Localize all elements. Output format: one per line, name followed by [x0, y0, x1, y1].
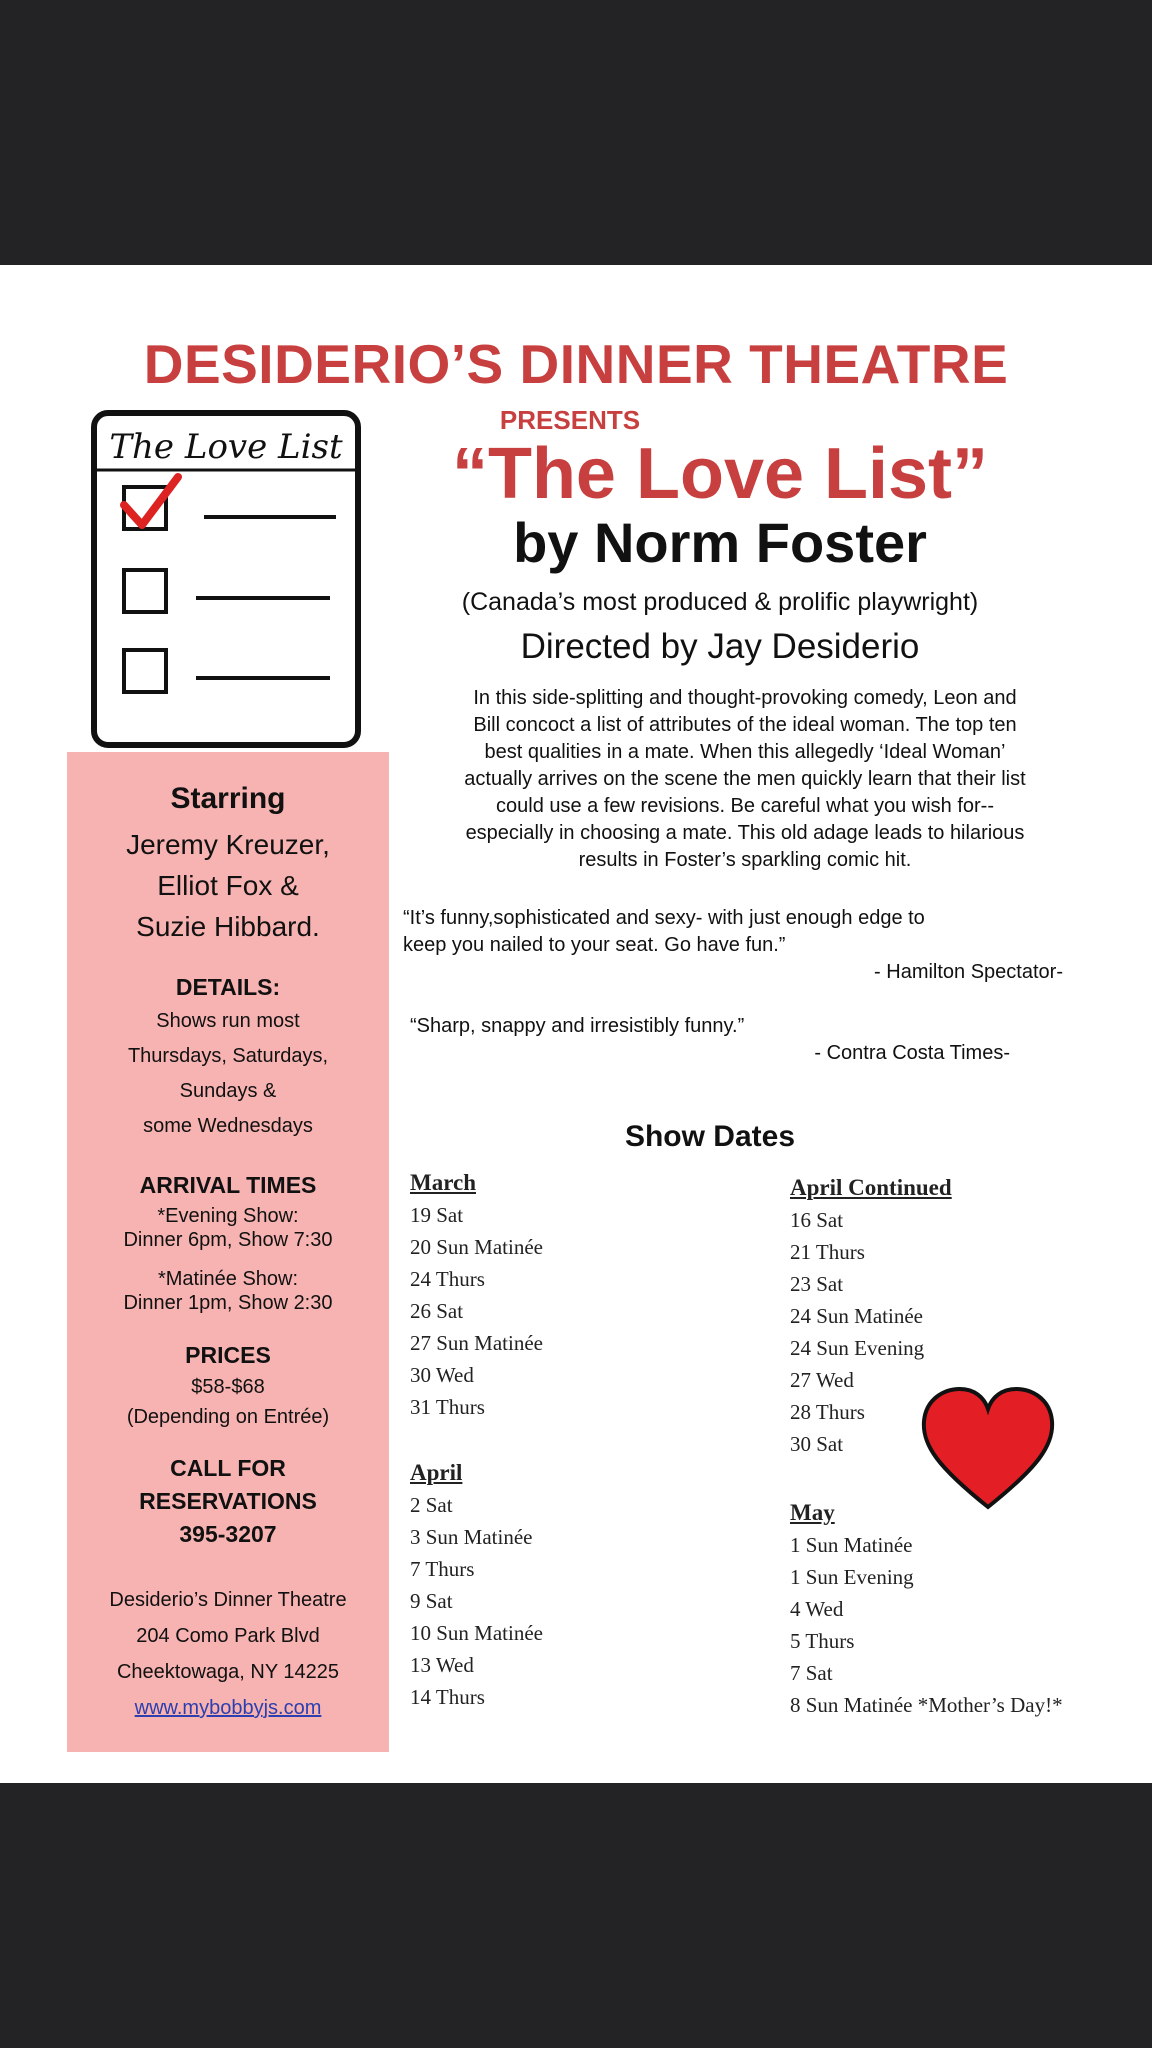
- quote-source: - Hamilton Spectator-: [874, 961, 1063, 983]
- date-item: 16 Sat: [790, 1208, 844, 1232]
- price-note: (Depending on Entrée): [126, 1406, 330, 1428]
- date-item: 9 Sat: [410, 1589, 453, 1613]
- cast-member: Jeremy Kreuzer,: [126, 829, 330, 860]
- phone-number: 395-3207: [179, 1521, 277, 1547]
- show-dates-heading: Show Dates: [624, 1120, 796, 1153]
- prices-text: [67, 1372, 389, 1432]
- quote-line: keep you nailed to your seat. Go have fun.”: [403, 934, 786, 956]
- address-line: Cheektowaga, NY 14225: [116, 1661, 339, 1683]
- date-item: 23 Sat: [790, 1272, 844, 1296]
- logo-text: The Love List: [109, 427, 343, 467]
- details-line: Thursdays, Saturdays,: [127, 1045, 329, 1067]
- date-item: 8 Sun Matinée *Mother’s Day!*: [790, 1693, 1063, 1717]
- reservations-block: [67, 1452, 389, 1551]
- love-list-logo: [86, 405, 366, 750]
- date-item: 20 Sun Matinée: [410, 1235, 543, 1259]
- cast-member: Suzie Hibbard.: [136, 911, 320, 942]
- month-label: April Continued: [790, 1175, 952, 1200]
- synopsis-line: best qualities in a mate. When this allegedly ‘Ideal Woman’: [484, 741, 1006, 763]
- date-item: 27 Sun Matinée: [410, 1331, 543, 1355]
- website-link[interactable]: www.mybobbyjs.com: [134, 1697, 322, 1719]
- author-line: by Norm Foster: [513, 511, 927, 574]
- arrival-label: ARRIVAL TIMES: [139, 1172, 317, 1198]
- date-item: 30 Sat: [790, 1432, 844, 1456]
- poster: [0, 265, 1152, 1783]
- date-item: 13 Wed: [410, 1653, 474, 1677]
- review-quote: [410, 1013, 1010, 1067]
- review-quote: [403, 905, 1103, 986]
- synopsis-line: actually arrives on the scene the men quickly learn that their list: [464, 768, 1026, 790]
- synopsis: [395, 685, 1095, 874]
- synopsis-line: could use a few revisions. Be careful what you wish for--: [496, 795, 994, 817]
- arrival-line: Dinner 6pm, Show 7:30: [123, 1229, 333, 1251]
- quote-line: “It’s funny,sophisticated and sexy- with just enough edge to: [403, 907, 925, 929]
- date-item: 4 Wed: [790, 1597, 844, 1621]
- date-item: 28 Thurs: [790, 1400, 865, 1424]
- details-label: DETAILS:: [175, 974, 281, 1000]
- details-line: Shows run most: [156, 1010, 300, 1032]
- date-item: 24 Thurs: [410, 1267, 485, 1291]
- dates-april: [410, 1460, 543, 1713]
- address-block: [67, 1582, 389, 1726]
- arrival-line: Dinner 1pm, Show 2:30: [123, 1292, 333, 1314]
- info-sidebar: [67, 752, 389, 1752]
- synopsis-line: Bill concoct a list of attributes of the ideal woman. The top ten: [473, 714, 1017, 736]
- details-line: Sundays &: [179, 1080, 277, 1102]
- address-line: Desiderio’s Dinner Theatre: [109, 1589, 347, 1611]
- date-item: 24 Sun Evening: [790, 1336, 925, 1360]
- cast-member: Elliot Fox &: [157, 870, 299, 901]
- date-item: 5 Thurs: [790, 1629, 855, 1653]
- arrival-matinee: [67, 1267, 389, 1315]
- date-item: 3 Sun Matinée: [410, 1525, 533, 1549]
- details-line: some Wednesdays: [143, 1115, 313, 1137]
- call-label: CALL FOR: [170, 1455, 286, 1481]
- arrival-line: *Evening Show:: [157, 1205, 299, 1227]
- play-title: “The Love List”: [451, 434, 989, 514]
- date-item: 7 Thurs: [410, 1557, 475, 1581]
- month-label: March: [410, 1170, 477, 1195]
- synopsis-line: especially in choosing a mate. This old adage leads to hilarious: [465, 822, 1025, 844]
- director-line: Directed by Jay Desiderio: [520, 627, 920, 666]
- price-range: $58-$68: [191, 1376, 265, 1398]
- arrival-line: *Matinée Show:: [157, 1268, 299, 1290]
- reservations-label: RESERVATIONS: [139, 1488, 317, 1514]
- arrival-evening: [67, 1204, 389, 1252]
- date-item: 31 Thurs: [410, 1395, 485, 1419]
- month-label: May: [790, 1500, 835, 1525]
- date-item: 30 Wed: [410, 1363, 474, 1387]
- presents-label: PRESENTS: [499, 405, 641, 435]
- synopsis-line: results in Foster’s sparkling comic hit.: [578, 849, 912, 871]
- date-item: 2 Sat: [410, 1493, 453, 1517]
- date-item: 26 Sat: [410, 1299, 464, 1323]
- date-item: 27 Wed: [790, 1368, 854, 1392]
- date-item: 10 Sun Matinée: [410, 1621, 543, 1645]
- synopsis-line: In this side-splitting and thought-provoking comedy, Leon and: [473, 687, 1017, 709]
- month-label: April: [410, 1460, 463, 1485]
- starring-label: Starring: [170, 782, 286, 815]
- date-item: 21 Thurs: [790, 1240, 865, 1264]
- date-item: 1 Sun Matinée: [790, 1533, 913, 1557]
- date-item: 24 Sun Matinée: [790, 1304, 923, 1328]
- details-text: [67, 1004, 389, 1144]
- heart-icon: [918, 1385, 1058, 1515]
- prices-label: PRICES: [185, 1342, 271, 1368]
- quote-source: - Contra Costa Times-: [814, 1042, 1010, 1064]
- date-item: 7 Sat: [790, 1661, 833, 1685]
- dates-march: [410, 1170, 543, 1423]
- cast-list: [67, 824, 389, 947]
- dates-may: [790, 1500, 1063, 1721]
- author-subtitle: (Canada’s most produced & prolific playwright): [461, 588, 979, 616]
- theatre-name: DESIDERIO’S DINNER THEATRE: [143, 333, 1009, 395]
- address-line: 204 Como Park Blvd: [136, 1625, 320, 1647]
- date-item: 1 Sun Evening: [790, 1565, 914, 1589]
- date-item: 19 Sat: [410, 1203, 464, 1227]
- date-item: 14 Thurs: [410, 1685, 485, 1709]
- quote-line: “Sharp, snappy and irresistibly funny.”: [410, 1015, 745, 1037]
